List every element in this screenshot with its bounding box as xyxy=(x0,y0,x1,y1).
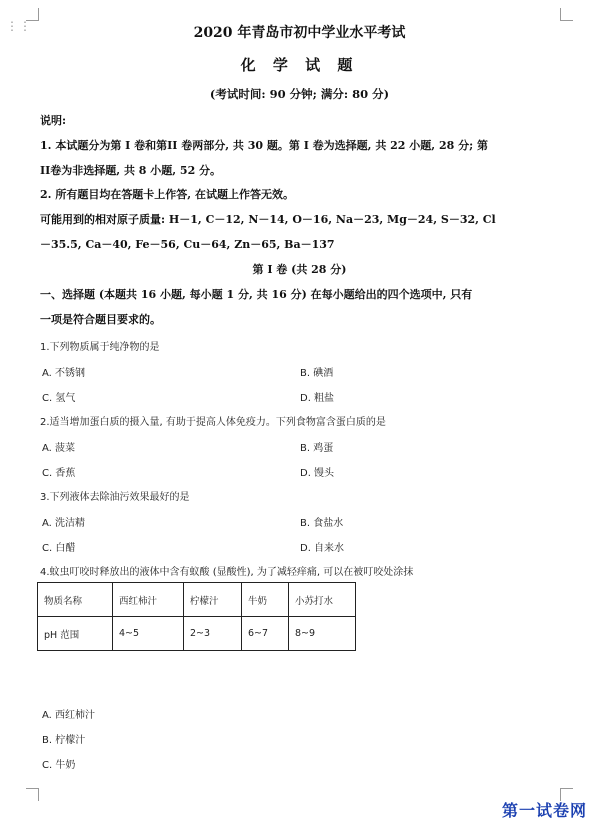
subject-title: 化 学 试 题 xyxy=(240,56,359,74)
question-1-option-c[interactable]: C. 氢气 xyxy=(42,393,76,404)
table-header-row xyxy=(38,583,356,617)
atomic-mass-line-1: 可能用到的相对原子质量: H－1, C－12, N－14, O－16, Na－23, Mg－24, S－32, Cl xyxy=(40,213,496,226)
question-3-option-b[interactable]: B. 食盐水 xyxy=(300,518,344,529)
question-4-stem: 4.蚊虫叮咬时释放出的液体中含有蚁酸 (显酸性), 为了减轻痒痛, 可以在被叮咬处涂抹 xyxy=(40,567,414,578)
question-3-option-a[interactable]: A. 洗洁精 xyxy=(42,518,86,529)
question-1-option-d[interactable]: D. 粗盐 xyxy=(300,393,335,404)
corner-mark-bottom-left xyxy=(26,788,39,801)
question-3-option-d[interactable]: D. 自来水 xyxy=(300,543,345,554)
instruction-line-3: 2. 所有题目均在答题卡上作答, 在试题上作答无效。 xyxy=(40,188,294,201)
question-2-option-b[interactable]: B. 鸡蛋 xyxy=(300,443,334,454)
question-1-option-b[interactable]: B. 碘酒 xyxy=(300,368,334,379)
question-2-option-d[interactable]: D. 馒头 xyxy=(300,468,335,479)
exam-info: (考试时间: 90 分钟; 满分: 80 分) xyxy=(209,87,390,101)
table-cell: 4~5 xyxy=(113,617,184,651)
table-cell: 西红柿汁 xyxy=(113,583,184,617)
question-4-option-b[interactable]: B. 柠檬汁 xyxy=(42,735,86,746)
question-3-option-c[interactable]: C. 白醋 xyxy=(42,543,76,554)
question-4-option-a[interactable]: A. 西红柿汁 xyxy=(42,710,96,721)
site-watermark: 第一试卷网 xyxy=(501,801,587,820)
question-4-option-c[interactable]: C. 牛奶 xyxy=(42,760,76,771)
question-2-option-c[interactable]: C. 香蕉 xyxy=(42,468,76,479)
table-cell: 小苏打水 xyxy=(289,583,356,617)
drag-handle-icon[interactable]: ⋮⋮ xyxy=(6,19,32,33)
section-title: 第 I 卷 (共 28 分) xyxy=(252,263,347,276)
table-cell: 8~9 xyxy=(289,617,356,651)
instructions-heading: 说明: xyxy=(40,114,67,127)
table-row xyxy=(38,617,356,651)
question-1-stem: 1.下列物质属于纯净物的是 xyxy=(40,342,160,353)
exam-title: 2020 年青岛市初中学业水平考试 xyxy=(193,25,406,41)
table-cell: pH 范围 xyxy=(38,617,113,651)
question-2-stem: 2.适当增加蛋白质的摄入量, 有助于提高人体免疫力。下列食物富含蛋白质的是 xyxy=(40,417,386,428)
table-cell: 物质名称 xyxy=(38,583,113,617)
part1-instruction-line-1: 一、选择题 (本题共 16 小题, 每小题 1 分, 共 16 分) 在每小题给出的四个选项中, 只有 xyxy=(40,288,473,301)
question-1-option-a[interactable]: A. 不锈钢 xyxy=(42,368,86,379)
question-3-stem: 3.下列液体去除油污效果最好的是 xyxy=(40,492,190,503)
question-2-option-a[interactable]: A. 菠菜 xyxy=(42,443,76,454)
atomic-mass-line-2: －35.5, Ca－40, Fe－56, Cu－64, Zn－65, Ba－137 xyxy=(40,238,335,251)
instruction-line-1: 1. 本试题分为第 I 卷和第II 卷两部分, 共 30 题。第 I 卷为选择题, 共 22 小题, 28 分; 第 xyxy=(40,139,488,152)
ph-table xyxy=(37,582,356,651)
part1-instruction-line-2: 一项是符合题目要求的。 xyxy=(40,313,161,326)
table-cell: 柠檬汁 xyxy=(184,583,242,617)
instruction-line-2: II卷为非选择题, 共 8 小题, 52 分。 xyxy=(40,164,222,177)
table-cell: 2~3 xyxy=(184,617,242,651)
table-cell: 6~7 xyxy=(242,617,289,651)
corner-mark-top-right xyxy=(560,8,573,21)
table-cell: 牛奶 xyxy=(242,583,289,617)
